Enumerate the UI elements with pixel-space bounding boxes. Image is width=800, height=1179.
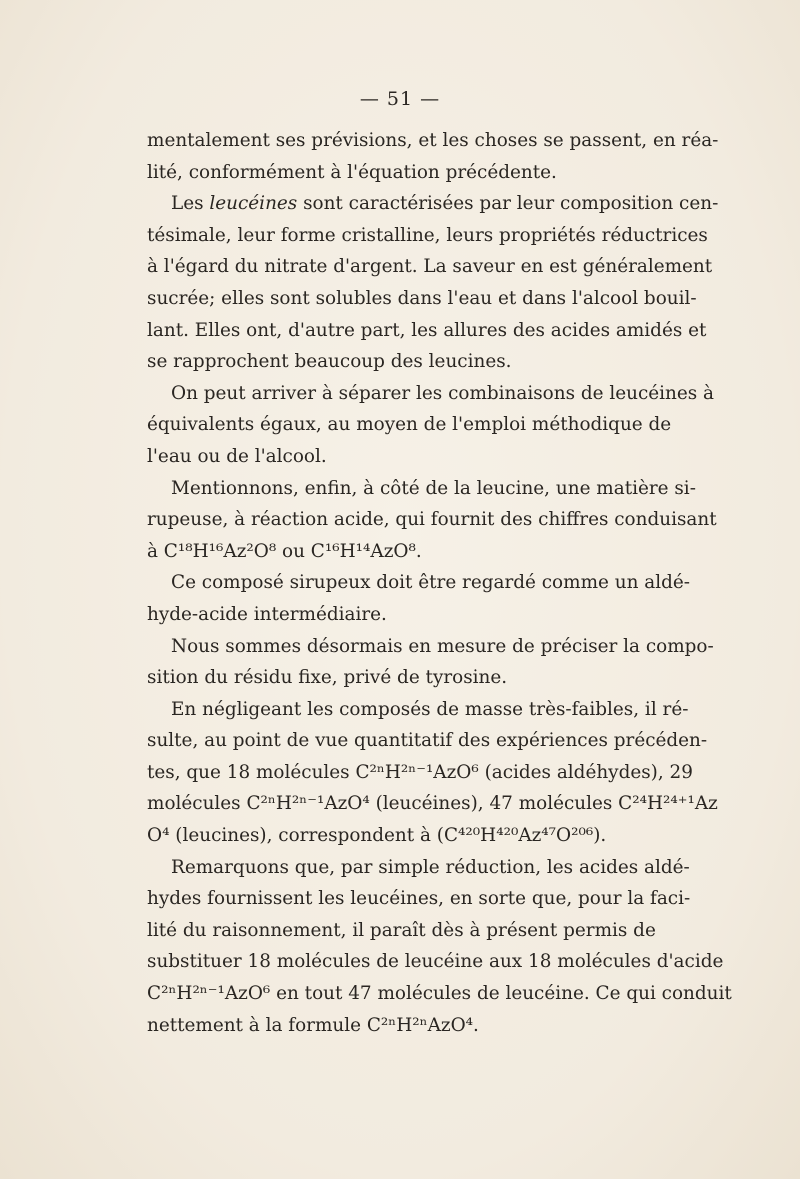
text-line: molécules C²ⁿH²ⁿ⁻¹AzO⁴ (leucéines), 47 molécules C²⁴H²⁴⁺¹Az: [147, 793, 718, 815]
text-line: tésimale, leur forme cristalline, leurs propriétés réductrices: [147, 224, 708, 246]
text-line: rupeuse, à réaction acide, qui fournit des chiffres conduisant: [147, 509, 717, 531]
page-number: — 51 —: [359, 88, 441, 110]
text-line: On peut arriver à séparer les combinaisons de leucéines à: [171, 382, 715, 404]
text-line: Les leucéines sont caractérisées par leur composition cen-: [171, 193, 719, 215]
text-line: C²ⁿH²ⁿ⁻¹AzO⁶ en tout 47 molécules de leucéine. Ce qui conduit: [147, 983, 732, 1005]
text-line: lité, conformément à l'équation précédente.: [147, 161, 557, 183]
text-line: sulte, au point de vue quantitatif des expériences précéden-: [147, 730, 708, 752]
body-text: [147, 125, 732, 1041]
text-line: Mentionnons, enfin, à côté de la leucine, une matière si-: [171, 477, 696, 499]
text-line: Remarquons que, par simple réduction, les acides aldé-: [171, 856, 690, 878]
text-line: Nous sommes désormais en mesure de préciser la compo-: [171, 635, 714, 657]
text-line: à C¹⁸H¹⁶Az²O⁸ ou C¹⁶H¹⁴AzO⁸.: [147, 540, 422, 562]
text-line: lité du raisonnement, il paraît dès à présent permis de: [147, 919, 656, 941]
text-line: équivalents égaux, au moyen de l'emploi méthodique de: [147, 414, 672, 436]
text-line: sucrée; elles sont solubles dans l'eau et dans l'alcool bouil-: [147, 287, 697, 309]
text-line: hyde-acide intermédiaire.: [147, 603, 387, 625]
text-line: tes, que 18 molécules C²ⁿH²ⁿ⁻¹AzO⁶ (acides aldéhydes), 29: [147, 761, 693, 783]
text-line: hydes fournissent les leucéines, en sorte que, pour la faci-: [147, 888, 691, 910]
text-line: En négligeant les composés de masse très-faibles, il ré-: [171, 698, 689, 720]
text-line: Ce composé sirupeux doit être regardé comme un aldé-: [171, 572, 690, 594]
text-line: lant. Elles ont, d'autre part, les allures des acides amidés et: [147, 319, 707, 341]
text-line: se rapprochent beaucoup des leucines.: [147, 351, 512, 373]
text-line: substituer 18 molécules de leucéine aux 18 molécules d'acide: [147, 951, 724, 973]
text-line: sition du résidu fixe, privé de tyrosine.: [147, 667, 508, 689]
text-line: mentalement ses prévisions, et les choses se passent, en réa-: [147, 130, 719, 151]
text-line: nettement à la formule C²ⁿH²ⁿAzO⁴.: [147, 1014, 479, 1036]
text-line: O⁴ (leucines), correspondent à (C⁴²⁰H⁴²⁰Az⁴⁷O²⁰⁶).: [147, 825, 607, 847]
text-line: à l'égard du nitrate d'argent. La saveur en est généralement: [147, 256, 713, 278]
text-line: l'eau ou de l'alcool.: [147, 445, 327, 467]
